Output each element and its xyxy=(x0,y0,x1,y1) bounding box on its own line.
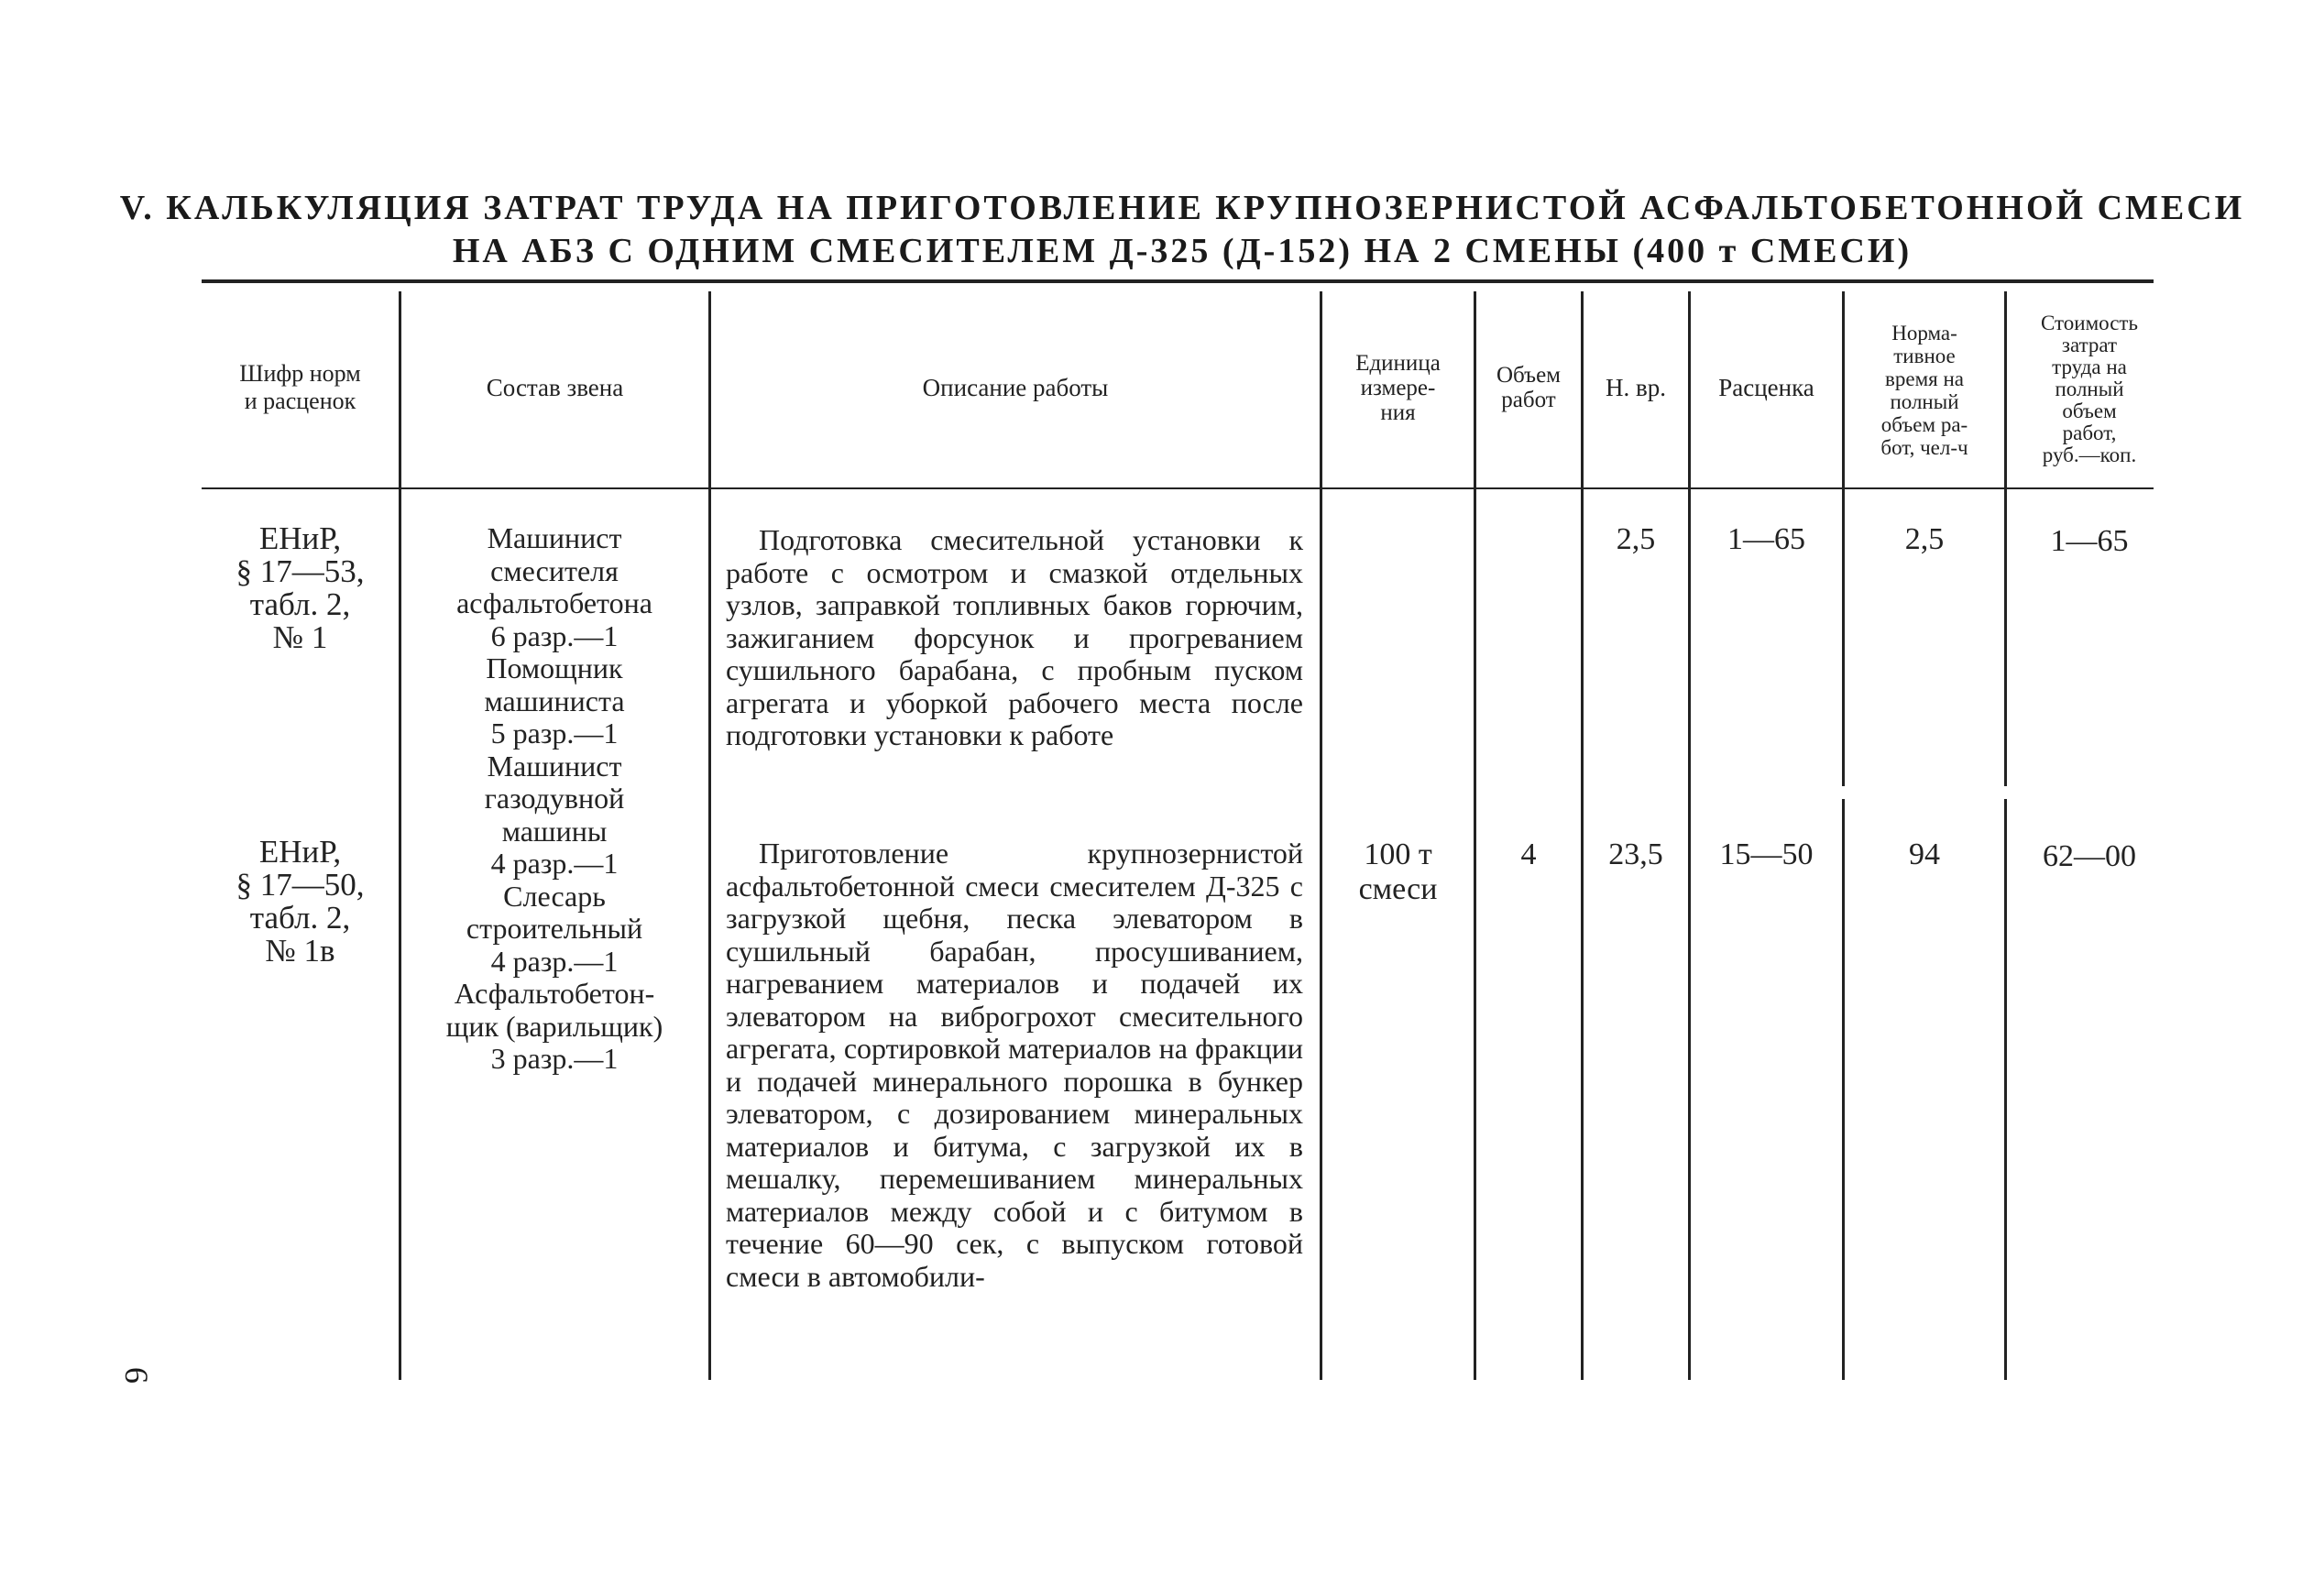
row2-total-cost: 62—00 xyxy=(2043,839,2136,873)
header-bottom-rule xyxy=(202,487,2154,489)
header-code: Шифр норм и расценок xyxy=(239,360,361,414)
header-volume: Объем работ xyxy=(1496,363,1561,412)
row2-volume: 4 xyxy=(1520,837,1537,871)
row2-code: ЕНиР, § 17—50, табл. 2, № 1в xyxy=(236,834,365,969)
row1-norm-time: 2,5 xyxy=(1616,522,1656,556)
col-sep-8b xyxy=(2004,799,2007,1380)
row1-description: Подготовка смесительной установки к работе с осмотром и смазкой отдельных узлов, заправкой топливных баков горючим, зажиганием форсунок и прогреванием сушильного барабана, с пробным пуском агрегата и уборкой рабочего места после подготовки установки к работе xyxy=(726,523,1303,751)
row1-total-cost: 1—65 xyxy=(2050,524,2129,558)
col-sep-7b xyxy=(1842,799,1845,1380)
row1-rate: 1—65 xyxy=(1727,522,1805,556)
header-crew: Состав звена xyxy=(486,373,624,401)
header-total-cost: Стоимость затрат труда на полный объем работ, руб.—коп. xyxy=(2041,311,2138,466)
page-number: 6 xyxy=(118,1367,155,1384)
row2-description: Приготовление крупнозернистой асфальтобетонной смеси смесителем Д-325 с загрузкой щебня, песка элеватором в сушильный барабан, просушиванием, нагреванием материалов и подачей их элеватором на виброгрохот смесительного агрегата, сортировкой материалов на фракции и подачей минерального порошка в бункер элеватором, с дозированием минеральных материалов и битума, с загрузкой их в мешалку, перемешиванием минеральных материалов между собой и с битумом в течение 60—90 сек, с выпуском готовой смеси в автомобили- xyxy=(726,837,1303,1293)
header-norm-time: Н. вр. xyxy=(1606,373,1666,401)
document-title-line-1: V. КАЛЬКУЛЯЦИЯ ЗАТРАТ ТРУДА НА ПРИГОТОВЛЕНИЕ КРУПНОЗЕРНИСТОЙ АСФАЛЬТОБЕТОННОЙ СМЕСИ xyxy=(119,189,2245,227)
row1-total-time: 2,5 xyxy=(1904,522,1945,556)
crew-composition: Машинист смесителя асфальтобетона 6 разр.—1 Помощник машиниста 5 разр.—1 Машинист газодувной машины 4 разр.—1 Слесарь строительный 4 разр.—1 Асфальтобетон- щик (варильщик) 3 разр.—1 xyxy=(445,521,663,1075)
row2-norm-time: 23,5 xyxy=(1608,837,1663,871)
header-unit: Единица измере- ния xyxy=(1355,350,1441,425)
row1-code: ЕНиР, § 17—53, табл. 2, № 1 xyxy=(236,520,365,655)
table-top-rule xyxy=(202,279,2154,283)
document-title-line-2: НА АБЗ С ОДНИМ СМЕСИТЕЛЕМ Д-325 (Д-152) НА 2 СМЕНЫ (400 т СМЕСИ) xyxy=(452,232,1913,270)
header-description: Описание работы xyxy=(922,373,1109,401)
row2-total-time: 94 xyxy=(1909,837,1940,871)
row2-rate: 15—50 xyxy=(1719,837,1814,871)
header-rate: Расценка xyxy=(1718,373,1814,401)
row2-unit: 100 т смеси xyxy=(1358,837,1438,906)
header-total-time: Норма- тивное время на полный объем ра- бот, чел-ч xyxy=(1880,322,1968,459)
